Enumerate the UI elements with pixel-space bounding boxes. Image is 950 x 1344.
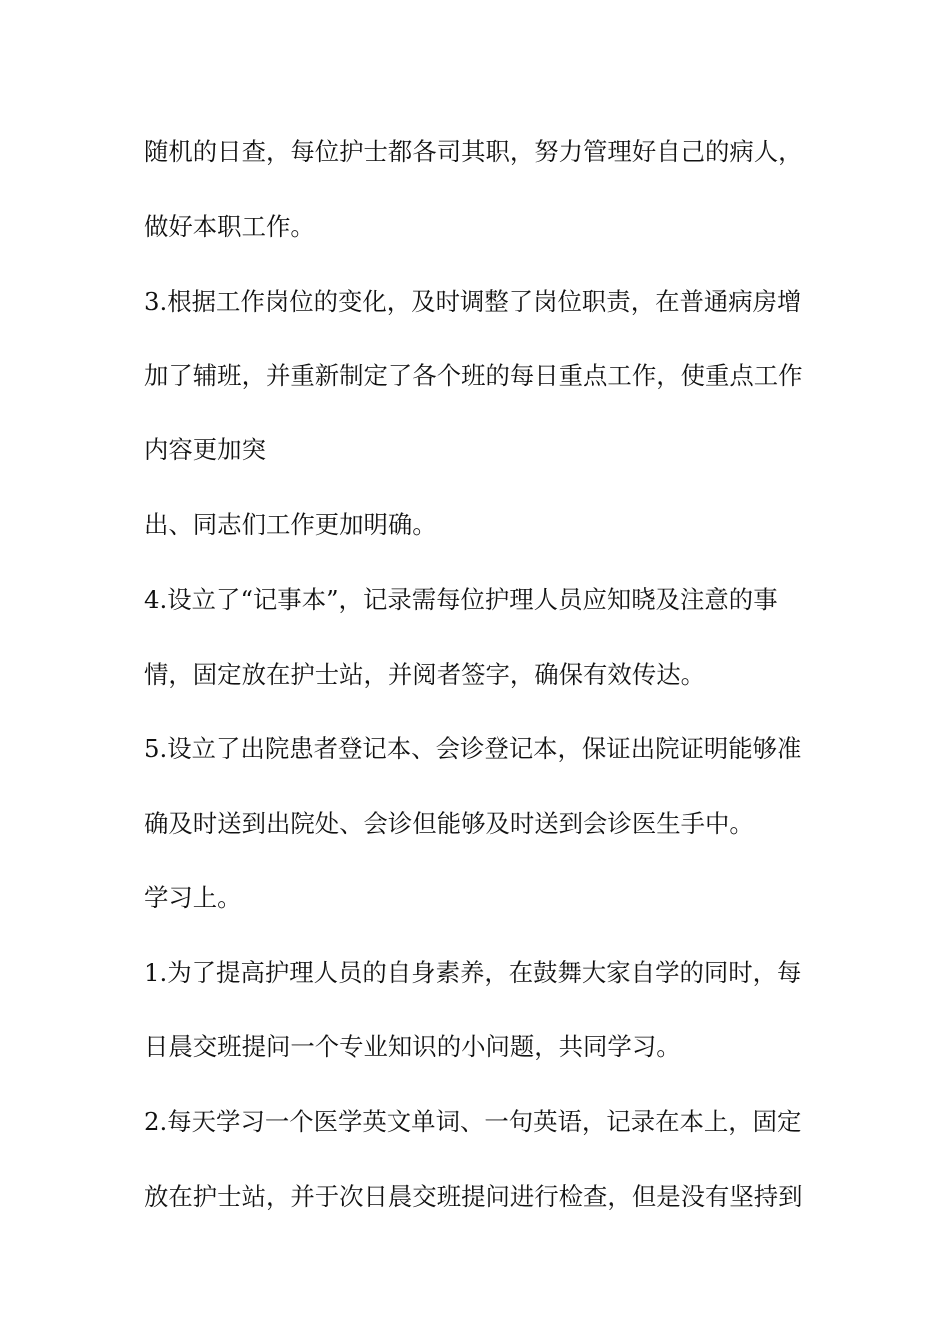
text-line: 加了辅班，并重新制定了各个班的每日重点工作，使重点工作 <box>144 361 803 390</box>
text-line: 情，固定放在护士站，并阅者签字，确保有效传达。 <box>144 660 705 689</box>
text-line: 确及时送到出院处、会诊但能够及时送到会诊医生手中。 <box>144 809 754 838</box>
text-line: 3.根据工作岗位的变化，及时调整了岗位职责，在普通病房增 <box>144 287 802 316</box>
text-line: 1.为了提高护理人员的自身素养，在鼓舞大家自学的同时，每 <box>144 958 802 987</box>
text-line: 日晨交班提问一个专业知识的小问题，共同学习。 <box>144 1032 681 1061</box>
text-line: 4.设立了“记事本”，记录需每位护理人员应知晓及注意的事 <box>144 585 778 614</box>
text-line: 5.设立了出院患者登记本、会诊登记本，保证出院证明能够准 <box>144 734 802 763</box>
text-line: 做好本职工作。 <box>144 212 315 241</box>
text-line: 内容更加突 <box>144 435 266 464</box>
text-line: 出、同志们工作更加明确。 <box>144 510 437 539</box>
text-line: 随机的日查，每位护士都各司其职，努力管理好自己的病人， <box>144 137 803 166</box>
text-line: 放在护士站，并于次日晨交班提问进行检查，但是没有坚持到 <box>144 1182 803 1211</box>
text-line: 学习上。 <box>144 883 242 912</box>
text-line: 2.每天学习一个医学英文单词、一句英语，记录在本上，固定 <box>144 1107 802 1136</box>
